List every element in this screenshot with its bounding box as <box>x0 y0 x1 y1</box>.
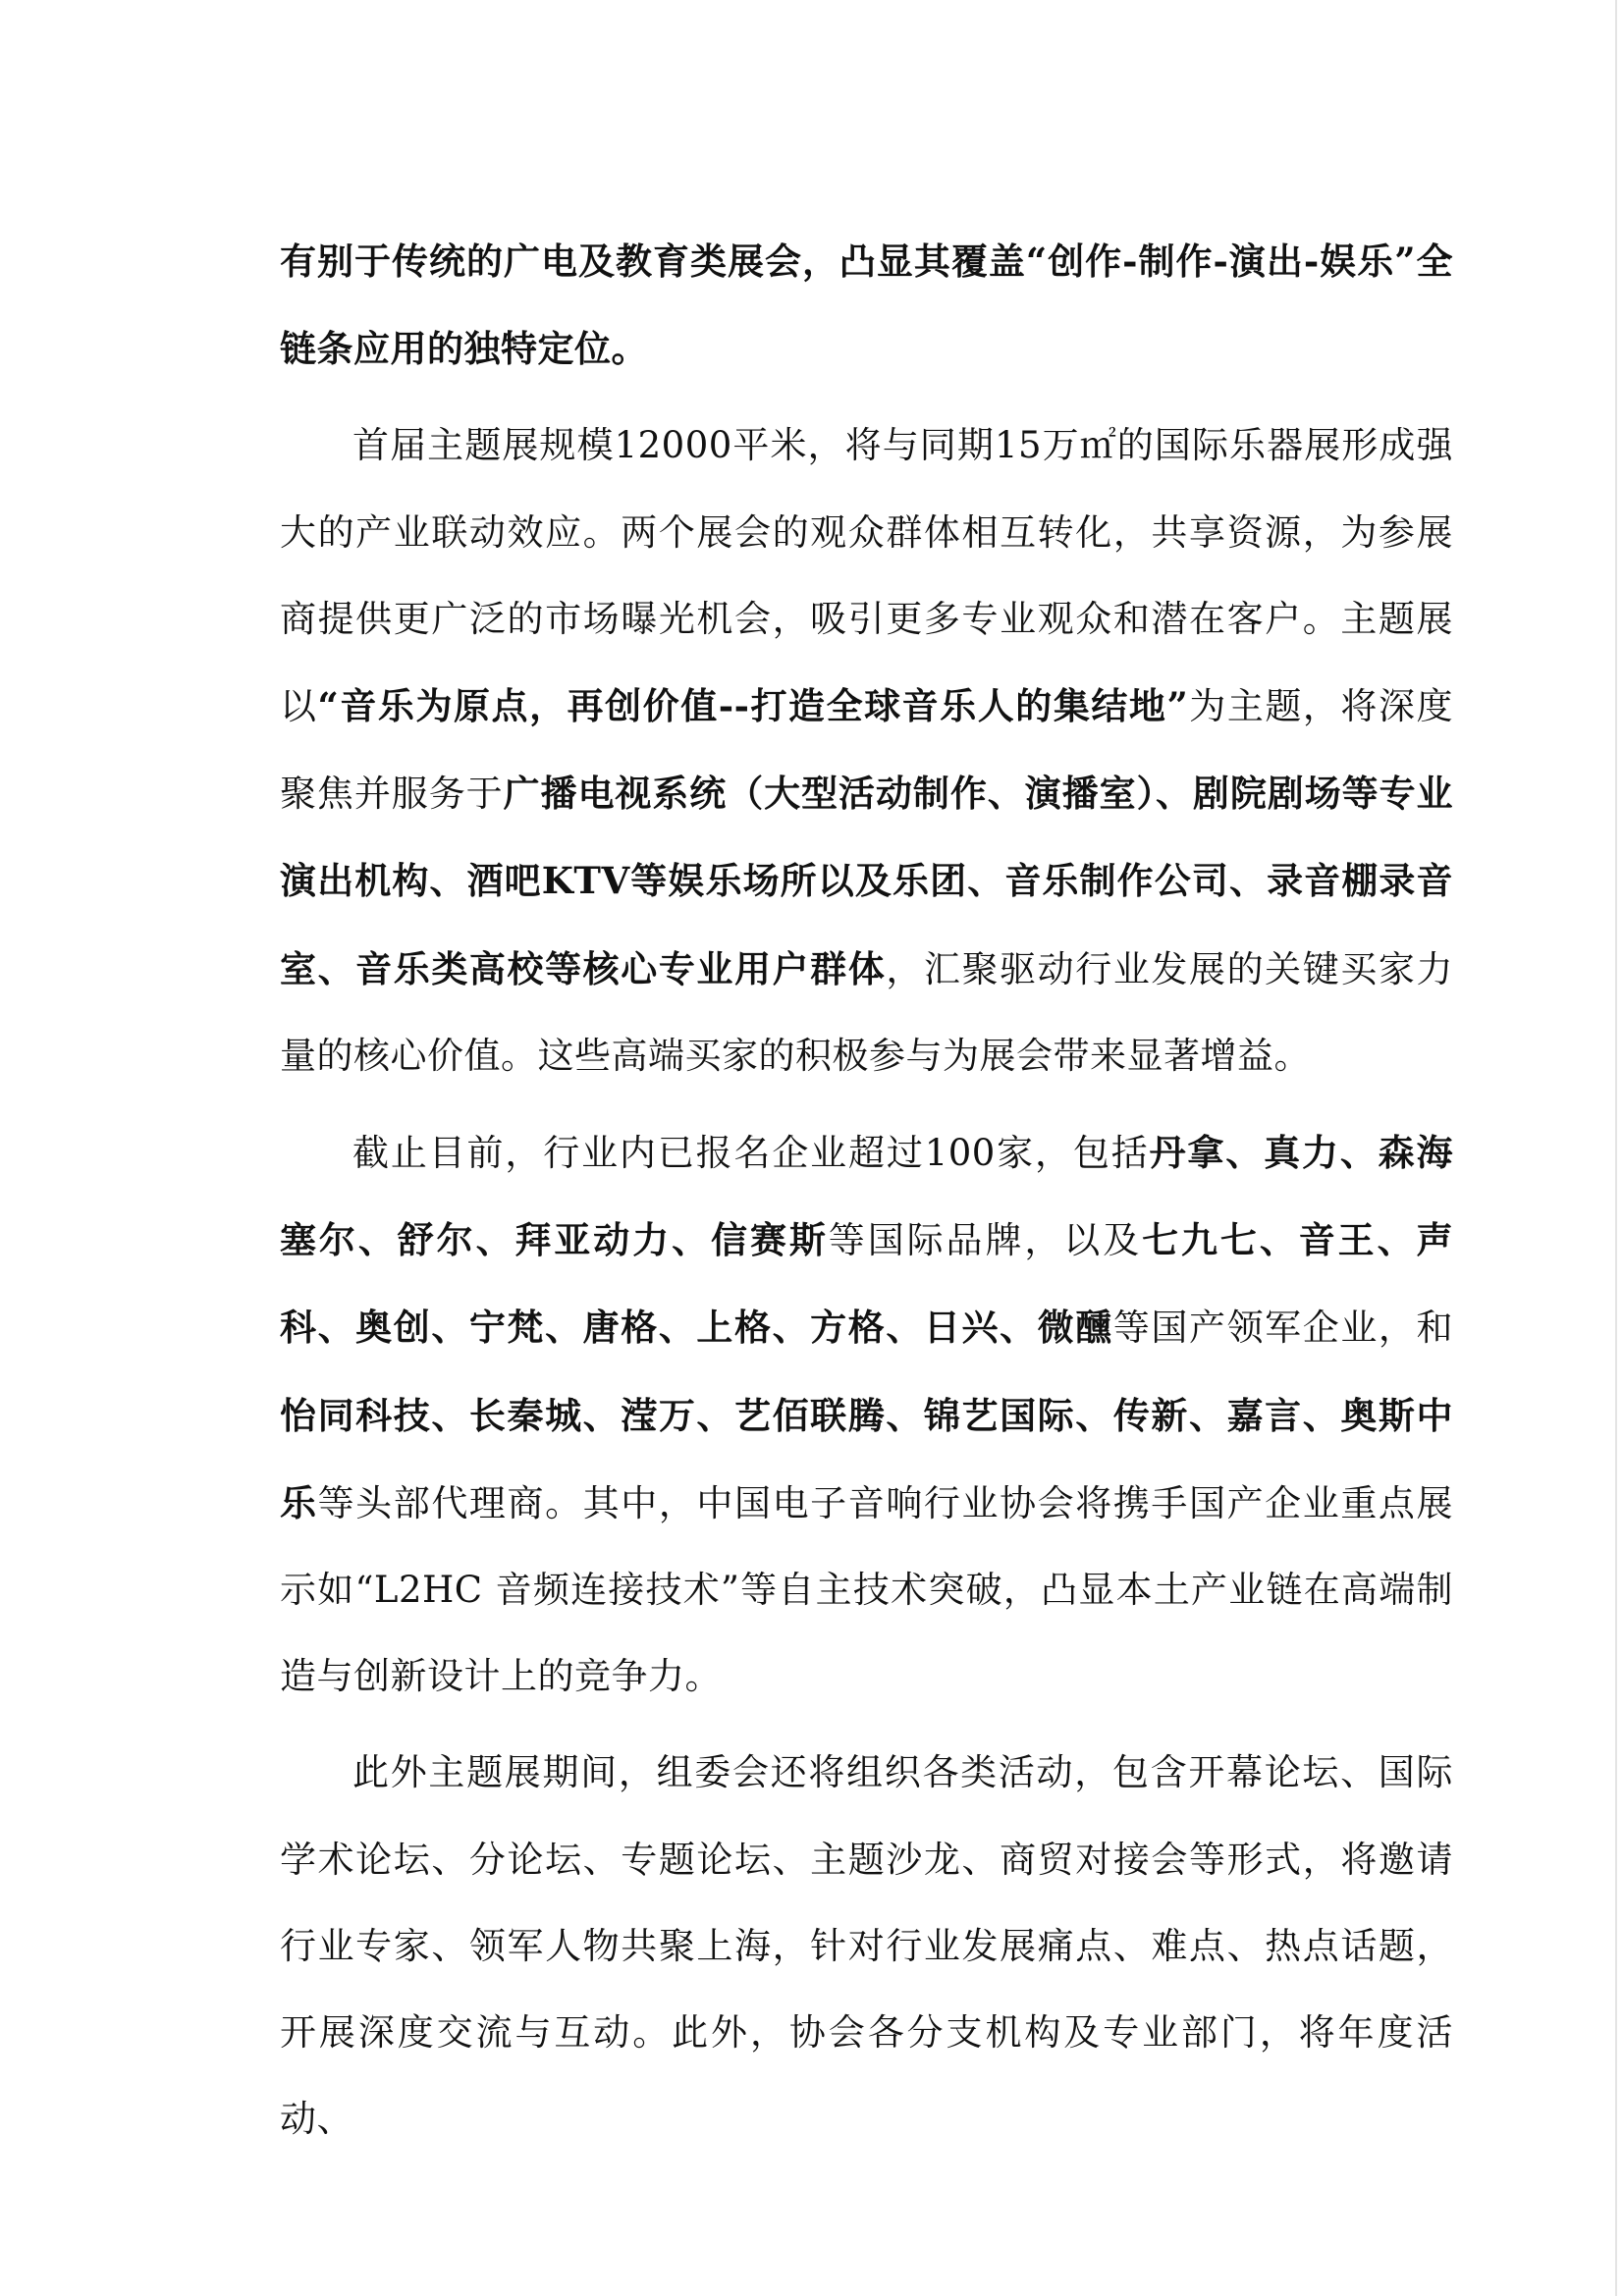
bold-text-run: 有别于传统的广电及教育类展会，凸显其覆盖“创作-制作-演出-娱乐”全链条应用的独特定位。 <box>280 240 1453 371</box>
text-run: 等国产领军企业，和 <box>1112 1307 1454 1350</box>
bold-text-run: 丹拿、真力、森海塞尔、舒尔、拜亚动力、信赛斯 <box>280 1131 1454 1262</box>
paragraph <box>280 1109 1453 1720</box>
scan-edge-line <box>1615 0 1617 2296</box>
document-body <box>280 218 1453 2163</box>
paragraph <box>280 1730 1453 2163</box>
paragraph <box>280 218 1453 393</box>
bold-text-run: “音乐为原点，再创价值--打造全球音乐人的集结地” <box>317 684 1189 728</box>
text-run: 此外主题展期间，组委会还将组织各类活动，包含开幕论坛、国际学术论坛、分论坛、专题论坛、主题沙龙、商贸对接会等形式，将邀请行业专家、领军人物共聚上海，针对行业发展痛点、难点、热点话题，开展深度交流与互动。此外，协会各分支机构及专业部门，将年度活动、 <box>280 1751 1453 2141</box>
text-run: 等头部代理商。其中，中国电子音响行业协会将携手国产企业重点展示如“L2HC 音频连接技术”等自主技术突破，凸显本土产业链在高端制造与创新设计上的竞争力。 <box>280 1481 1454 1698</box>
bold-text-run: 广播电视系统（大型活动制作、演播室）、剧院剧场等专业演出机构、酒吧KTV等娱乐场所以及乐团、音乐制作公司、录音棚录音室、音乐类高校等核心专业用户群体 <box>280 772 1454 990</box>
text-run: 等国际品牌，以及 <box>828 1219 1143 1262</box>
bold-text-run: 七九七、音王、声科、奥创、宁梵、唐格、上格、方格、日兴、微醺 <box>280 1218 1454 1350</box>
text-run: 截止目前，行业内已报名企业超过100家，包括 <box>352 1132 1150 1175</box>
text-run: 首届主题展规模12000平米，将与同期15万㎡的国际乐器展形成强大的产业联动效应。两个展会的观众群体相互转化，共享资源，为参展商提供更广泛的市场曝光机会，吸引更多专业观众和潜在客户。主题展以 <box>280 424 1453 728</box>
text-run: ，汇聚驱动行业发展的关键买家力量的核心价值。这些高端买家的积极参与为展会带来显著增益。 <box>280 947 1454 1077</box>
paragraph <box>280 402 1453 1099</box>
bold-text-run: 怡同科技、长秦城、滢万、艺佰联腾、锦艺国际、传新、嘉言、奥斯中乐 <box>280 1393 1453 1524</box>
text-run: 为主题，将深度聚焦并服务于 <box>280 685 1454 816</box>
